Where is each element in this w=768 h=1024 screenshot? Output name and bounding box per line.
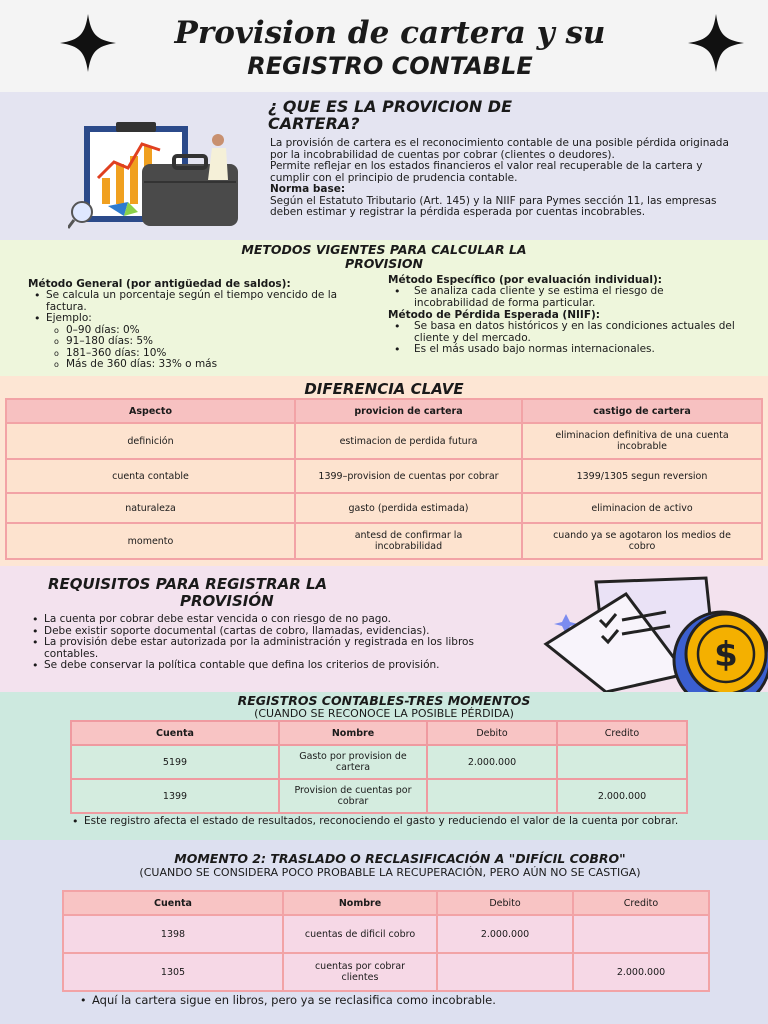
sparkle-left-icon: [58, 12, 118, 74]
sparkle-right-icon: [686, 12, 746, 74]
methods-heading: [0, 243, 768, 271]
table-cell: 5199: [71, 745, 279, 779]
table-cell: Provision de cuentas por cobrar: [279, 779, 427, 813]
heading-line-2: PROVISIÓN: [180, 592, 274, 610]
difference-table: [5, 398, 763, 560]
table-cell: Gasto por provision de cartera: [279, 745, 427, 779]
table-row: [6, 459, 762, 493]
table-cell: gasto (perdida estimada): [295, 493, 522, 523]
table-cell: 1398: [63, 915, 283, 953]
moment2-note: [74, 994, 634, 1007]
heading-line-2: PROVISION: [344, 256, 424, 271]
table-cell: 1305: [63, 953, 283, 991]
moment2-heading: MOMENTO 2: TRASLADO O RECLASIFICACIÓN A "DIFÍCIL COBRO": [174, 851, 626, 866]
table-cell: [573, 915, 709, 953]
difference-section: [0, 376, 768, 566]
specific-title: Método Específico (por evaluación individual):: [388, 274, 662, 286]
list-item: • Este registro afecta el estado de resultados, reconociendo el gasto y reduciendo el valor de la cuenta por cobrar.: [66, 816, 726, 828]
table-row: [6, 493, 762, 523]
header-band: [0, 0, 768, 92]
table-row: [71, 779, 687, 813]
records-note: [66, 816, 726, 828]
svg-text:$: $: [714, 635, 738, 675]
table-cell: estimacion de perdida futura: [295, 423, 522, 459]
requirements-section: [0, 566, 768, 692]
table-cell: 1399/1305 segun reversion: [522, 459, 762, 493]
niif-list: [388, 321, 738, 356]
list-item: o Más de 360 días: 33% o más: [28, 359, 368, 371]
table-cell: 2.000.000: [437, 915, 573, 953]
table-cell: 2.000.000: [427, 745, 557, 779]
list-item: • Se debe conservar la política contable que defina los criterios de provisión.: [26, 660, 516, 672]
moment1-table: [70, 720, 688, 814]
table-cell: cuenta contable: [6, 459, 295, 493]
difference-heading: DIFERENCIA CLAVE: [304, 380, 464, 398]
heading-line-1: REQUISITOS PARA REGISTRAR LA: [48, 575, 328, 593]
table-cell: cuentas de dificil cobro: [283, 915, 437, 953]
section-heading: [268, 98, 512, 132]
records-subheading: (CUANDO SE RECONOCE LA POSIBLE PÉRDIDA): [254, 707, 514, 720]
page-title: [120, 15, 660, 51]
methods-section: [0, 240, 768, 376]
para-2: Permite reflejar en los estados financieros el valor real recuperable de la cartera y cumplir con el principio de prudencia contable.: [270, 160, 703, 184]
general-method: [28, 278, 368, 371]
requirements-list: [26, 614, 516, 672]
title-line-1: Provision de cartera y su: [174, 15, 606, 51]
header-cell: castigo de cartera: [522, 399, 762, 423]
table-row: [63, 953, 709, 991]
header-cell: Cuenta: [63, 891, 283, 915]
table-cell: definición: [6, 423, 295, 459]
what-is-section: [0, 92, 768, 240]
invoice-coin-illustration: [536, 574, 768, 692]
list-item: • Debe existir soporte documental (cartas de cobro, llamadas, evidencias).: [26, 626, 516, 638]
general-title: Método General (por antigüedad de saldos):: [28, 278, 291, 290]
heading-line-1: ¿ QUE ES LA PROVICION DE: [268, 97, 512, 116]
chart-clipboard-illustration: [68, 120, 248, 232]
list-item: • Aquí la cartera sigue en libros, pero ya se reclasifica como incobrable.: [74, 994, 634, 1007]
table-cell: eliminacion definitiva de una cuenta incobrable: [522, 423, 762, 459]
list-item: • Se basa en datos históricos y en las condiciones actuales del cliente y del mercado.: [388, 321, 738, 344]
general-list: [28, 290, 368, 371]
table-cell: cuentas por cobrar clientes: [283, 953, 437, 991]
para-1: La provisión de cartera es el reconocimiento contable de una posible pérdida originada por la incobrabilidad de cuentas por cobrar (clientes o deudores).: [270, 137, 729, 161]
table-cell: antesd de confirmar la incobrabilidad: [295, 523, 522, 559]
header-cell: provicion de cartera: [295, 399, 522, 423]
table-row: [6, 523, 762, 559]
table-header-row: [71, 721, 687, 745]
heading-line-2: CARTERA?: [268, 114, 360, 133]
header-cell: Credito: [573, 891, 709, 915]
specific-list: [388, 286, 738, 309]
list-item: • Se calcula un porcentaje según el tiempo vencido de la factura.: [28, 290, 368, 313]
list-item: o 181–360 días: 10%: [28, 348, 368, 360]
moment2-section: [0, 840, 768, 1024]
table-cell: 2.000.000: [557, 779, 687, 813]
title-line-2: REGISTRO CONTABLE: [247, 52, 533, 80]
header-cell: Aspecto: [6, 399, 295, 423]
table-cell: [557, 745, 687, 779]
niif-title: Método de Pérdida Esperada (NIIF):: [388, 309, 600, 321]
table-cell: 2.000.000: [573, 953, 709, 991]
moment2-subheading: (CUANDO SE CONSIDERA POCO PROBABLE LA RECUPERACIÓN, PERO AÚN NO SE CASTIGA): [139, 866, 641, 879]
moment2-table: [62, 890, 710, 992]
list-item: • La cuenta por cobrar debe estar vencida o con riesgo de no pago.: [26, 614, 516, 626]
table-cell: momento: [6, 523, 295, 559]
list-item: • Se analiza cada cliente y se estima el riesgo de incobrabilidad de forma particular.: [388, 286, 738, 309]
table-cell: 1399: [71, 779, 279, 813]
norma-label: Norma base:: [270, 183, 346, 195]
table-cell: [427, 779, 557, 813]
table-row: [71, 745, 687, 779]
requirements-heading: [48, 576, 468, 610]
header-cell: Nombre: [283, 891, 437, 915]
norma-text: Según el Estatuto Tributario (Art. 145) y la NIIF para Pymes sección 11, las empresas deben estimar y registrar la pérdida esperada por cuentas incobrables.: [270, 194, 717, 218]
records-heading: REGISTROS CONTABLES-TRES MOMENTOS: [237, 693, 531, 708]
list-item: • Es el más usado bajo normas internacionales.: [388, 344, 738, 356]
table-header-row: [6, 399, 762, 423]
heading-line-1: METODOS VIGENTES PARA CALCULAR LA: [241, 242, 527, 257]
definition-text: [270, 138, 738, 219]
header-cell: Nombre: [279, 721, 427, 745]
records-section: [0, 692, 768, 840]
table-cell: 1399–provision de cuentas por cobrar: [295, 459, 522, 493]
table-cell: cuando ya se agotaron los medios de cobro: [522, 523, 762, 559]
list-item: • Ejemplo:: [28, 313, 368, 325]
specific-method: [388, 274, 738, 356]
header-cell: Credito: [557, 721, 687, 745]
list-item: o 91–180 días: 5%: [28, 336, 368, 348]
header-cell: Debito: [427, 721, 557, 745]
table-cell: eliminacion de activo: [522, 493, 762, 523]
header-cell: Debito: [437, 891, 573, 915]
table-row: [63, 915, 709, 953]
table-cell: naturaleza: [6, 493, 295, 523]
header-cell: Cuenta: [71, 721, 279, 745]
list-item: o 0–90 días: 0%: [28, 325, 368, 337]
table-cell: [437, 953, 573, 991]
table-header-row: [63, 891, 709, 915]
table-row: [6, 423, 762, 459]
list-item: • La provisión debe estar autorizada por la administración y registrada en los libros contables.: [26, 637, 516, 660]
